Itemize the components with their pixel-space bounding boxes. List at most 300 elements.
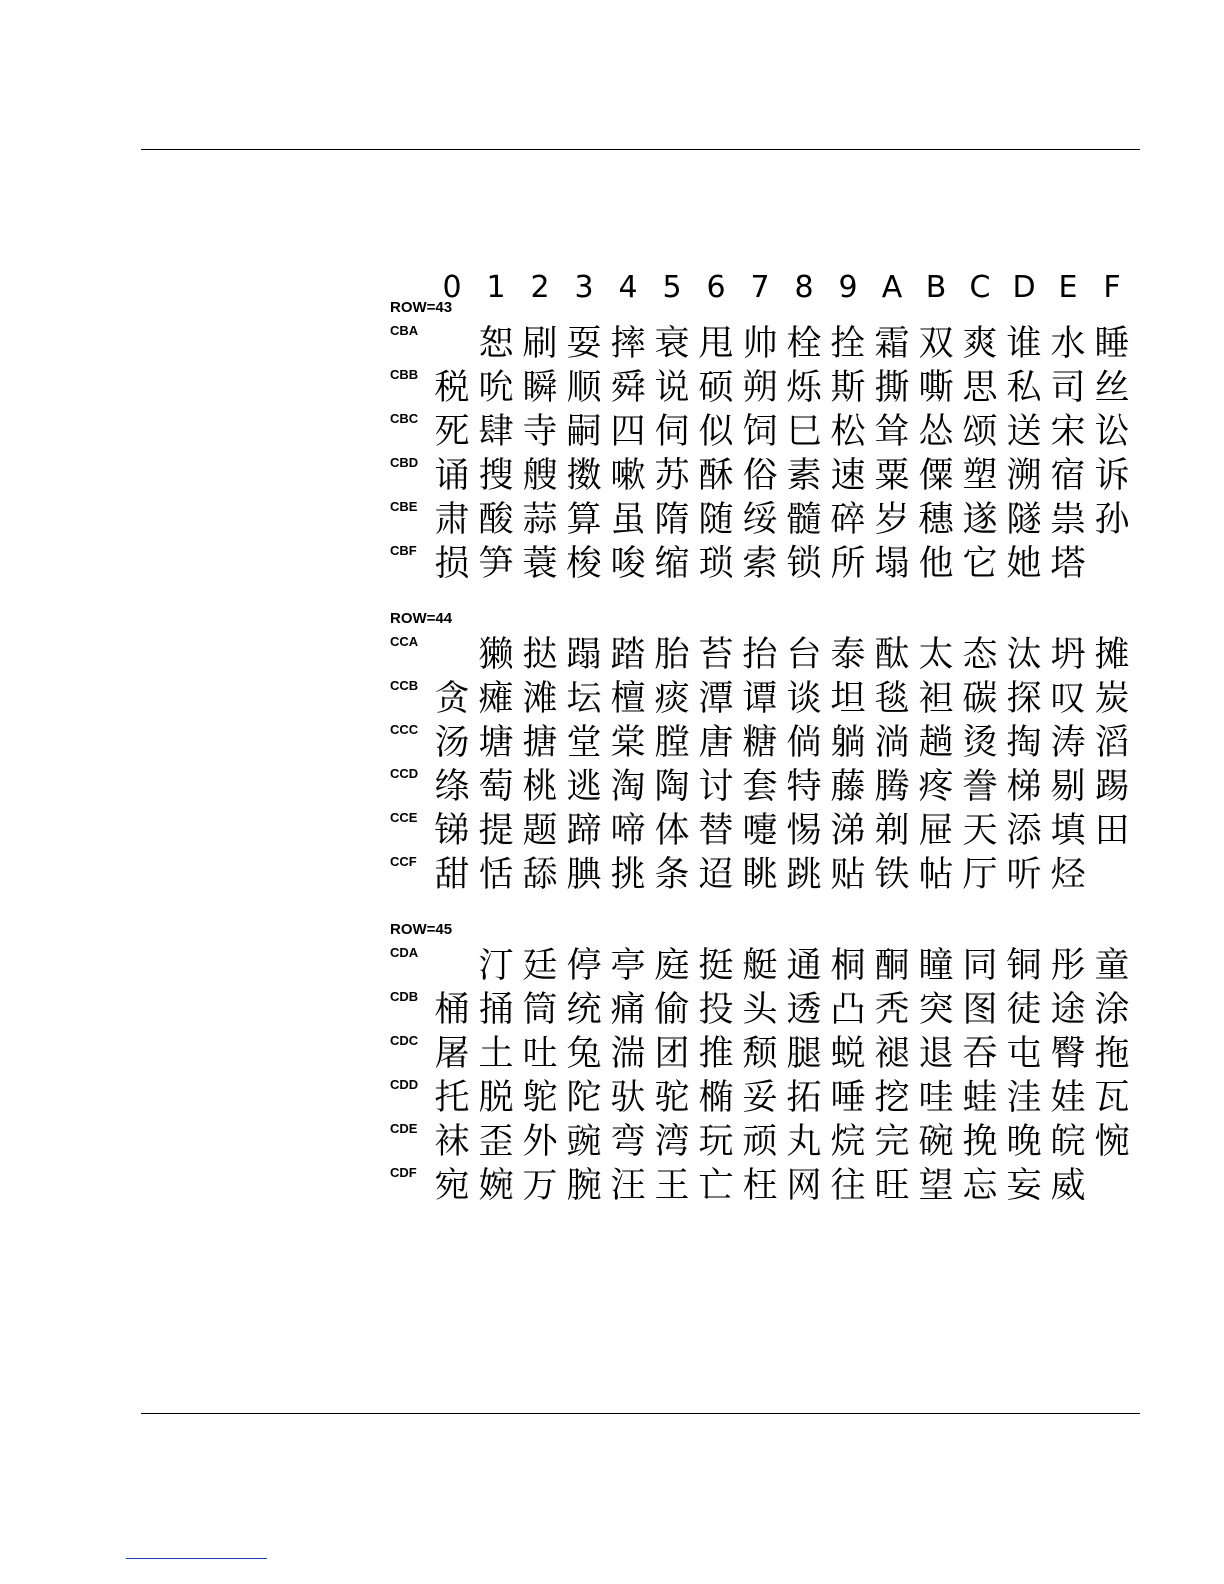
glyph-cell: 涂 xyxy=(1094,990,1130,1030)
glyph-cell: 祟 xyxy=(1050,500,1086,540)
glyph-cell: 爽 xyxy=(962,324,998,364)
glyph-cell: 疼 xyxy=(918,767,954,807)
glyph-cell: 添 xyxy=(1006,811,1042,851)
glyph-cell: 所 xyxy=(830,544,866,584)
glyph-cell: 躺 xyxy=(830,723,866,763)
glyph-cell: 说 xyxy=(654,368,690,408)
glyph-cell: 踏 xyxy=(610,635,646,675)
glyph-cell: 脱 xyxy=(478,1078,514,1118)
glyph-cell: 拓 xyxy=(786,1078,822,1118)
glyph-cell: 松 xyxy=(830,412,866,452)
glyph-cell: 搪 xyxy=(522,723,558,763)
glyph-cell: 屠 xyxy=(434,1034,470,1074)
glyph-cell: 腆 xyxy=(566,855,602,895)
column-header-0: 0 xyxy=(442,270,462,305)
code-row xyxy=(390,944,1150,988)
glyph-cell: 痛 xyxy=(610,990,646,1030)
glyph-cell: 烃 xyxy=(1050,855,1086,895)
glyph-cell: 特 xyxy=(786,767,822,807)
glyph-cell: 团 xyxy=(654,1034,690,1074)
glyph-cell: 彤 xyxy=(1050,946,1086,986)
glyph-cell: 孙 xyxy=(1094,500,1130,540)
glyph-cell: 诵 xyxy=(434,456,470,496)
glyph-cell: 糖 xyxy=(742,723,778,763)
glyph-cell: 挖 xyxy=(874,1078,910,1118)
glyph-cell: 讨 xyxy=(698,767,734,807)
glyph-cell: 搜 xyxy=(478,456,514,496)
glyph-cell: 苏 xyxy=(654,456,690,496)
glyph-cell: 塔 xyxy=(1050,544,1086,584)
glyph-cell: 填 xyxy=(1050,811,1086,851)
glyph-cell: 提 xyxy=(478,811,514,851)
glyph-cell: 哇 xyxy=(918,1078,954,1118)
glyph-cell: 听 xyxy=(1006,855,1042,895)
glyph-cell: 碎 xyxy=(830,500,866,540)
glyph-cell: 谭 xyxy=(742,679,778,719)
column-header-13: D xyxy=(1012,270,1036,305)
row-code: CDB xyxy=(390,989,419,1004)
glyph-cell: 涕 xyxy=(830,811,866,851)
column-header-4: 4 xyxy=(618,270,638,305)
row-block-label: ROW=45 xyxy=(390,921,453,938)
glyph-cell: 甜 xyxy=(434,855,470,895)
glyph-cell: 汰 xyxy=(1006,635,1042,675)
glyph-cell: 颓 xyxy=(742,1034,778,1074)
glyph-cell: 剃 xyxy=(874,811,910,851)
glyph-cell: 万 xyxy=(522,1166,558,1206)
glyph-cell: 耸 xyxy=(874,412,910,452)
glyph-cell: 叹 xyxy=(1050,679,1086,719)
row-code: CBE xyxy=(390,499,418,514)
glyph-cell: 舔 xyxy=(522,855,558,895)
glyph-cell: 田 xyxy=(1094,811,1130,851)
glyph-cell: 歪 xyxy=(478,1122,514,1162)
glyph-cell: 琐 xyxy=(698,544,734,584)
column-header-11: B xyxy=(925,270,947,305)
glyph-cell: 吮 xyxy=(478,368,514,408)
glyph-cell: 童 xyxy=(1094,946,1130,986)
glyph-cell: 蜕 xyxy=(830,1034,866,1074)
glyph-cell: 题 xyxy=(522,811,558,851)
code-row xyxy=(390,1164,1150,1208)
glyph-cell: 酸 xyxy=(478,500,514,540)
glyph-cell: 王 xyxy=(654,1166,690,1206)
row-block-label: ROW=44 xyxy=(390,610,453,627)
glyph-cell: 瘫 xyxy=(478,679,514,719)
glyph-cell: 笋 xyxy=(478,544,514,584)
glyph-cell: 嗣 xyxy=(566,412,602,452)
code-row xyxy=(390,498,1150,542)
glyph-cell: 她 xyxy=(1006,544,1042,584)
glyph-cell: 塌 xyxy=(874,544,910,584)
row-code: CDD xyxy=(390,1077,419,1092)
glyph-cell: 瞬 xyxy=(522,368,558,408)
glyph-cell: 缩 xyxy=(654,544,690,584)
glyph-cell: 跳 xyxy=(786,855,822,895)
column-header-12: C xyxy=(969,270,991,305)
glyph-cell: 酥 xyxy=(698,456,734,496)
row-code: CDF xyxy=(390,1165,417,1180)
row-code: CCF xyxy=(390,854,417,869)
glyph-cell: 栓 xyxy=(786,324,822,364)
glyph-cell: 萄 xyxy=(478,767,514,807)
glyph-cell: 碗 xyxy=(918,1122,954,1162)
glyph-cell: 汤 xyxy=(434,723,470,763)
glyph-cell: 耍 xyxy=(566,324,602,364)
glyph-cell: 眺 xyxy=(742,855,778,895)
column-header-10: A xyxy=(881,270,903,305)
glyph-cell: 退 xyxy=(918,1034,954,1074)
glyph-cell: 豌 xyxy=(566,1122,602,1162)
glyph-cell: 伺 xyxy=(654,412,690,452)
code-row xyxy=(390,677,1150,721)
header-rule xyxy=(141,149,1140,150)
glyph-cell: 刷 xyxy=(522,324,558,364)
code-row xyxy=(390,853,1150,897)
glyph-cell: 嘶 xyxy=(918,368,954,408)
glyph-cell: 损 xyxy=(434,544,470,584)
glyph-cell: 亭 xyxy=(610,946,646,986)
glyph-cell: 蹄 xyxy=(566,811,602,851)
glyph-cell: 瞳 xyxy=(918,946,954,986)
glyph-cell: 衰 xyxy=(654,324,690,364)
footer-rule xyxy=(141,1413,1140,1414)
glyph-cell: 投 xyxy=(698,990,734,1030)
glyph-cell: 凸 xyxy=(830,990,866,1030)
glyph-cell: 屉 xyxy=(918,811,954,851)
glyph-cell: 斯 xyxy=(830,368,866,408)
glyph-cell: 坛 xyxy=(566,679,602,719)
glyph-cell: 涛 xyxy=(1050,723,1086,763)
glyph-cell: 恕 xyxy=(478,324,514,364)
glyph-cell: 顽 xyxy=(742,1122,778,1162)
glyph-cell: 统 xyxy=(566,990,602,1030)
glyph-cell: 摊 xyxy=(1094,635,1130,675)
glyph-cell: 枉 xyxy=(742,1166,778,1206)
glyph-cell: 腾 xyxy=(874,767,910,807)
glyph-cell: 托 xyxy=(434,1078,470,1118)
glyph-cell: 态 xyxy=(962,635,998,675)
glyph-cell: 塘 xyxy=(478,723,514,763)
code-row xyxy=(390,809,1150,853)
glyph-cell: 通 xyxy=(786,946,822,986)
glyph-cell: 兔 xyxy=(566,1034,602,1074)
glyph-cell: 宋 xyxy=(1050,412,1086,452)
glyph-cell: 遂 xyxy=(962,500,998,540)
glyph-cell: 隋 xyxy=(654,500,690,540)
glyph-cell: 套 xyxy=(742,767,778,807)
glyph-cell: 擞 xyxy=(566,456,602,496)
glyph-cell: 颂 xyxy=(962,412,998,452)
glyph-cell: 死 xyxy=(434,412,470,452)
glyph-cell: 随 xyxy=(698,500,734,540)
glyph-cell: 烫 xyxy=(962,723,998,763)
code-row xyxy=(390,633,1150,677)
glyph-cell: 索 xyxy=(742,544,778,584)
glyph-cell: 铜 xyxy=(1006,946,1042,986)
glyph-cell: 汪 xyxy=(610,1166,646,1206)
glyph-cell: 旺 xyxy=(874,1166,910,1206)
row-code: CCB xyxy=(390,678,419,693)
column-header-2: 2 xyxy=(530,270,550,305)
glyph-cell: 蛙 xyxy=(962,1078,998,1118)
glyph-cell: 艇 xyxy=(742,946,778,986)
glyph-cell: 挽 xyxy=(962,1122,998,1162)
glyph-cell: 髓 xyxy=(786,500,822,540)
glyph-cell: 完 xyxy=(874,1122,910,1162)
glyph-cell: 捅 xyxy=(478,990,514,1030)
glyph-cell: 啼 xyxy=(610,811,646,851)
glyph-cell: 溯 xyxy=(1006,456,1042,496)
row-code: CDA xyxy=(390,945,419,960)
glyph-cell: 唐 xyxy=(698,723,734,763)
glyph-cell: 滩 xyxy=(522,679,558,719)
column-header-15: F xyxy=(1103,270,1121,305)
glyph-cell: 塑 xyxy=(962,456,998,496)
glyph-cell: 湍 xyxy=(610,1034,646,1074)
glyph-cell: 桐 xyxy=(830,946,866,986)
glyph-cell: 淘 xyxy=(610,767,646,807)
glyph-cell: 迢 xyxy=(698,855,734,895)
glyph-cell: 庭 xyxy=(654,946,690,986)
glyph-cell: 檀 xyxy=(610,679,646,719)
glyph-cell: 蓑 xyxy=(522,544,558,584)
glyph-cell: 讼 xyxy=(1094,412,1130,452)
glyph-cell: 四 xyxy=(610,412,646,452)
glyph-cell: 探 xyxy=(1006,679,1042,719)
glyph-cell: 肃 xyxy=(434,500,470,540)
row-code: CBD xyxy=(390,455,419,470)
glyph-cell: 嚏 xyxy=(742,811,778,851)
glyph-cell: 筒 xyxy=(522,990,558,1030)
glyph-cell: 送 xyxy=(1006,412,1042,452)
row-code: CBF xyxy=(390,543,417,558)
glyph-cell: 算 xyxy=(566,500,602,540)
glyph-cell: 臀 xyxy=(1050,1034,1086,1074)
glyph-cell: 驼 xyxy=(654,1078,690,1118)
glyph-cell: 桃 xyxy=(522,767,558,807)
glyph-cell: 艘 xyxy=(522,456,558,496)
glyph-cell: 双 xyxy=(918,324,954,364)
glyph-cell: 玩 xyxy=(698,1122,734,1162)
glyph-cell: 晚 xyxy=(1006,1122,1042,1162)
glyph-cell: 淌 xyxy=(874,723,910,763)
glyph-cell: 烁 xyxy=(786,368,822,408)
glyph-cell: 穗 xyxy=(918,500,954,540)
glyph-cell: 坦 xyxy=(830,679,866,719)
glyph-cell: 帅 xyxy=(742,324,778,364)
glyph-cell: 酮 xyxy=(874,946,910,986)
glyph-cell: 岁 xyxy=(874,500,910,540)
glyph-cell: 碳 xyxy=(962,679,998,719)
glyph-cell: 锁 xyxy=(786,544,822,584)
glyph-cell: 胎 xyxy=(654,635,690,675)
glyph-cell: 他 xyxy=(918,544,954,584)
glyph-cell: 头 xyxy=(742,990,778,1030)
glyph-cell: 蹋 xyxy=(566,635,602,675)
glyph-cell: 腕 xyxy=(566,1166,602,1206)
glyph-cell: 停 xyxy=(566,946,602,986)
row-code: CBB xyxy=(390,367,419,382)
glyph-cell: 速 xyxy=(830,456,866,496)
glyph-cell: 它 xyxy=(962,544,998,584)
glyph-cell: 誊 xyxy=(962,767,998,807)
glyph-cell: 天 xyxy=(962,811,998,851)
glyph-cell: 拖 xyxy=(1094,1034,1130,1074)
glyph-cell: 台 xyxy=(786,635,822,675)
row-code: CCA xyxy=(390,634,419,649)
glyph-cell: 陶 xyxy=(654,767,690,807)
glyph-cell: 踢 xyxy=(1094,767,1130,807)
glyph-cell: 婉 xyxy=(478,1166,514,1206)
glyph-cell: 吐 xyxy=(522,1034,558,1074)
glyph-cell: 陀 xyxy=(566,1078,602,1118)
glyph-cell: 滔 xyxy=(1094,723,1130,763)
glyph-cell: 寺 xyxy=(522,412,558,452)
glyph-cell: 顺 xyxy=(566,368,602,408)
glyph-cell: 驮 xyxy=(610,1078,646,1118)
glyph-cell: 徒 xyxy=(1006,990,1042,1030)
glyph-cell: 痰 xyxy=(654,679,690,719)
glyph-cell: 途 xyxy=(1050,990,1086,1030)
glyph-cell: 袒 xyxy=(918,679,954,719)
glyph-cell: 同 xyxy=(962,946,998,986)
glyph-cell: 锑 xyxy=(434,811,470,851)
glyph-cell: 粟 xyxy=(874,456,910,496)
glyph-cell: 司 xyxy=(1050,368,1086,408)
glyph-cell: 惕 xyxy=(786,811,822,851)
glyph-cell: 似 xyxy=(698,412,734,452)
glyph-cell: 摔 xyxy=(610,324,646,364)
glyph-cell: 贪 xyxy=(434,679,470,719)
glyph-cell: 汀 xyxy=(478,946,514,986)
glyph-cell: 丝 xyxy=(1094,368,1130,408)
glyph-cell: 偷 xyxy=(654,990,690,1030)
glyph-cell: 膛 xyxy=(654,723,690,763)
glyph-cell: 土 xyxy=(478,1034,514,1074)
glyph-cell: 贴 xyxy=(830,855,866,895)
glyph-cell: 挞 xyxy=(522,635,558,675)
glyph-cell: 吞 xyxy=(962,1034,998,1074)
glyph-cell: 抬 xyxy=(742,635,778,675)
glyph-cell: 太 xyxy=(918,635,954,675)
column-header-6: 6 xyxy=(706,270,726,305)
glyph-cell: 巳 xyxy=(786,412,822,452)
glyph-cell: 屯 xyxy=(1006,1034,1042,1074)
glyph-cell: 图 xyxy=(962,990,998,1030)
code-row xyxy=(390,366,1150,410)
glyph-cell: 褪 xyxy=(874,1034,910,1074)
glyph-cell: 拴 xyxy=(830,324,866,364)
glyph-cell: 僳 xyxy=(918,456,954,496)
glyph-cell: 泰 xyxy=(830,635,866,675)
glyph-cell: 税 xyxy=(434,368,470,408)
row-code: CCD xyxy=(390,766,419,781)
glyph-cell: 惋 xyxy=(1094,1122,1130,1162)
glyph-cell: 湾 xyxy=(654,1122,690,1162)
glyph-cell: 鸵 xyxy=(522,1078,558,1118)
column-header-7: 7 xyxy=(750,270,770,305)
code-row xyxy=(390,410,1150,454)
row-code: CDC xyxy=(390,1033,419,1048)
glyph-cell: 丸 xyxy=(786,1122,822,1162)
glyph-cell: 水 xyxy=(1050,324,1086,364)
glyph-cell: 思 xyxy=(962,368,998,408)
glyph-cell: 瓦 xyxy=(1094,1078,1130,1118)
glyph-cell: 威 xyxy=(1050,1166,1086,1206)
column-header-8: 8 xyxy=(794,270,814,305)
code-row xyxy=(390,322,1150,366)
glyph-cell: 甩 xyxy=(698,324,734,364)
glyph-cell: 掏 xyxy=(1006,723,1042,763)
glyph-cell: 挑 xyxy=(610,855,646,895)
glyph-cell: 帖 xyxy=(918,855,954,895)
glyph-cell: 替 xyxy=(698,811,734,851)
glyph-cell: 棠 xyxy=(610,723,646,763)
glyph-cell: 铁 xyxy=(874,855,910,895)
glyph-cell: 唆 xyxy=(610,544,646,584)
glyph-cell: 嗽 xyxy=(610,456,646,496)
glyph-cell: 袜 xyxy=(434,1122,470,1162)
glyph-cell: 皖 xyxy=(1050,1122,1086,1162)
glyph-cell: 饲 xyxy=(742,412,778,452)
row-code: CDE xyxy=(390,1121,418,1136)
glyph-cell: 俗 xyxy=(742,456,778,496)
glyph-cell: 酞 xyxy=(874,635,910,675)
glyph-cell: 绥 xyxy=(742,500,778,540)
glyph-cell: 獭 xyxy=(478,635,514,675)
glyph-cell: 推 xyxy=(698,1034,734,1074)
glyph-cell: 绦 xyxy=(434,767,470,807)
glyph-cell: 往 xyxy=(830,1166,866,1206)
glyph-cell: 霜 xyxy=(874,324,910,364)
column-header-5: 5 xyxy=(662,270,682,305)
glyph-cell: 潭 xyxy=(698,679,734,719)
glyph-cell: 坍 xyxy=(1050,635,1086,675)
glyph-cell: 朔 xyxy=(742,368,778,408)
code-row xyxy=(390,454,1150,498)
glyph-cell: 怂 xyxy=(918,412,954,452)
glyph-cell: 趟 xyxy=(918,723,954,763)
glyph-cell: 谁 xyxy=(1006,324,1042,364)
glyph-cell: 宿 xyxy=(1050,456,1086,496)
glyph-cell: 透 xyxy=(786,990,822,1030)
glyph-cell: 梯 xyxy=(1006,767,1042,807)
glyph-cell: 娃 xyxy=(1050,1078,1086,1118)
glyph-cell: 妄 xyxy=(1006,1166,1042,1206)
glyph-cell: 炭 xyxy=(1094,679,1130,719)
glyph-cell: 亡 xyxy=(698,1166,734,1206)
column-header-1: 1 xyxy=(486,270,506,305)
glyph-cell: 挺 xyxy=(698,946,734,986)
glyph-cell: 弯 xyxy=(610,1122,646,1162)
glyph-cell: 藤 xyxy=(830,767,866,807)
glyph-cell: 椭 xyxy=(698,1078,734,1118)
glyph-cell: 烷 xyxy=(830,1122,866,1162)
row-block-label: ROW=43 xyxy=(390,299,453,316)
glyph-cell: 肆 xyxy=(478,412,514,452)
row-code: CCC xyxy=(390,722,419,737)
row-code: CBA xyxy=(390,323,419,338)
glyph-cell: 洼 xyxy=(1006,1078,1042,1118)
glyph-cell: 突 xyxy=(918,990,954,1030)
glyph-cell: 妥 xyxy=(742,1078,778,1118)
row-code: CBC xyxy=(390,411,419,426)
glyph-cell: 腿 xyxy=(786,1034,822,1074)
glyph-cell: 恬 xyxy=(478,855,514,895)
column-header-3: 3 xyxy=(574,270,594,305)
footer-link-underline xyxy=(126,1558,267,1559)
